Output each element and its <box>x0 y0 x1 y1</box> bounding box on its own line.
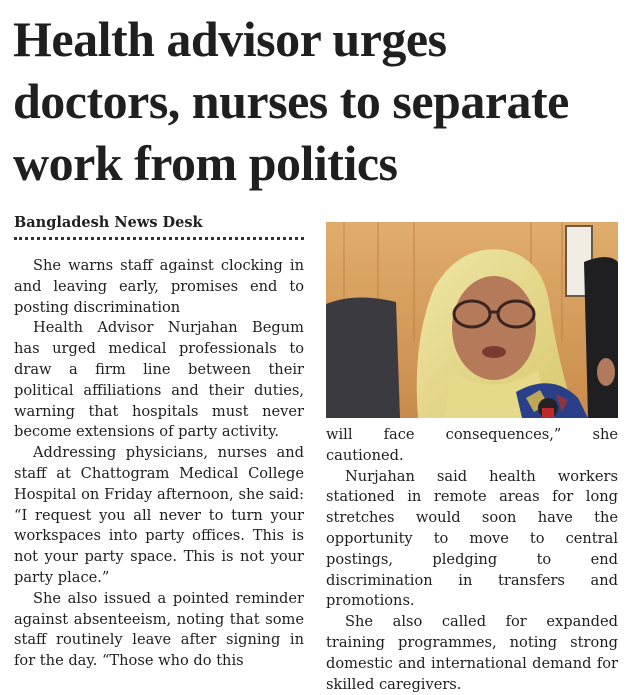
article-column-left <box>14 256 304 672</box>
article-column-right <box>326 425 618 695</box>
article-paragraph: will face consequences,” she cautioned. <box>326 426 618 464</box>
article-paragraph: She also issued a pointed reminder against absenteeism, noting that some staff routinely leave after signing in for the day. “Those who do this <box>14 589 304 670</box>
article-paragraph: Health Advisor Nurjahan Begum has urged medical professionals to draw a firm line between their political affiliations and their duties, warning that hospitals must never become extensions of party activity. <box>14 319 304 441</box>
headline-line: doctors, nurses to separate <box>13 73 569 129</box>
article-photo <box>326 222 618 418</box>
headline-line: work from politics <box>13 135 398 191</box>
article-paragraph: She also called for expanded training programmes, noting strong domestic and international demand for skilled caregivers. <box>326 613 618 693</box>
headline <box>13 8 623 194</box>
byline-divider <box>14 237 304 240</box>
article-paragraph: Addressing physicians, nurses and staff at Chattogram Medical College Hospital on Friday afternoon, she said: “I request you all never to turn your workspaces into party offices. This is not your party space. This is not your party place.” <box>14 444 304 586</box>
headline-line: Health advisor urges <box>13 11 447 67</box>
photo-illustration <box>326 222 618 418</box>
byline: Bangladesh News Desk <box>14 214 203 231</box>
article-paragraph: She warns staff against clocking in and leaving early, promises end to posting discrimination <box>14 257 304 316</box>
article-paragraph: Nurjahan said health workers stationed in remote areas for long stretches would soon have the opportunity to move to central postings, pledging to end discrimination in transfers and promotions. <box>326 467 618 610</box>
